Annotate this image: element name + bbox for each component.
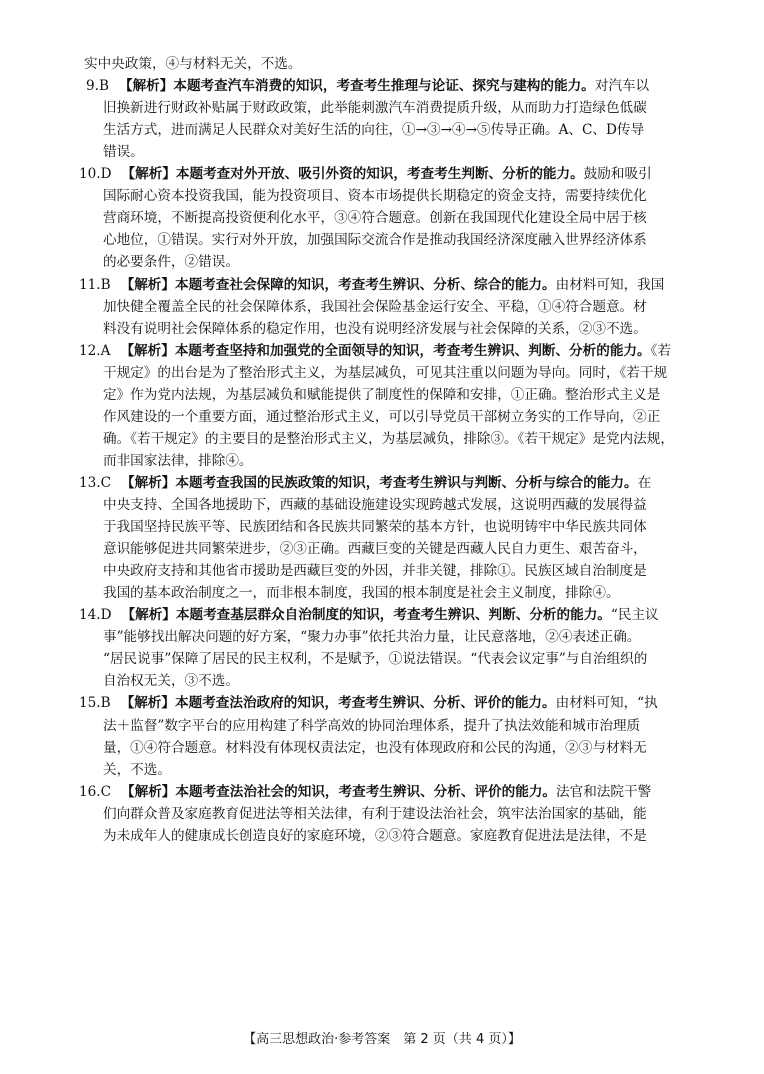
analysis-text: 在	[637, 474, 652, 491]
line-text: 我国的基本政治制度之一，而非根本制度，我国的根本制度是社会主义制度，排除④。	[103, 585, 620, 602]
line-text: 而非国家法律，排除④。	[103, 452, 253, 469]
question-answer-line	[79, 473, 651, 493]
analysis-lead: 本题考查对外开放、吸引外资的知识，考查考生判断、分析的能力。	[175, 166, 584, 183]
analysis-text: 对汽车以	[594, 78, 650, 95]
text-line	[103, 208, 647, 228]
question-answer-line	[79, 275, 664, 295]
text-line	[103, 627, 640, 647]
text-line	[103, 252, 239, 272]
line-text: 关，不选。	[103, 761, 171, 778]
analysis-tag: 【解析】	[120, 276, 175, 293]
text-line	[103, 539, 647, 559]
text-line	[103, 385, 660, 405]
question-answer-line	[79, 693, 658, 713]
text-line	[103, 649, 647, 669]
line-text: 确。《若干规定》的主要目的是整治形式主义，为基层减负，排除③。《若干规定》是党内法规，	[103, 430, 674, 447]
analysis-lead: 本题考查法治社会的知识，考查考生辨识、分析、评价的能力。	[175, 783, 557, 800]
answer-letter: D	[100, 166, 112, 183]
text-line	[103, 407, 660, 427]
analysis-tag: 【解析】	[121, 783, 176, 800]
analysis-lead: 本题考查我国的民族政策的知识，考查考生辨识与判断、分析与综合的能力。	[175, 474, 638, 491]
answer-letter: B	[98, 78, 109, 95]
line-text: 旧换新进行财政补贴属于财政政策，此举能刺激汽车消费提质升级，从而助力打造绿色低碳	[103, 100, 647, 117]
line-text: 事”能够找出解决问题的好方案，“聚力办事”依托共治力量，让民意落地，②④表述正确。	[103, 629, 641, 646]
line-text: 定》作为党内法规，为基层减负和赋能提供了制度性的保障和安排，①正确。整治形式主义是	[103, 386, 661, 403]
line-text: 生活方式，进而满足人民群众对美好生活的向往，①→③→④→⑤传导正确。A、C、D传导	[103, 122, 645, 139]
line-text: 为未成年人的健康成长创造良好的家庭环境，②③符合题意。家庭教育促进法是法律，不是	[103, 827, 647, 844]
text-line	[103, 429, 674, 449]
answer-letter: C	[100, 474, 112, 491]
text-line	[103, 671, 239, 691]
line-text: 法＋监督”数字平台的应用构建了科学高效的协同治理体系，提升了执法效能和城市治理质	[103, 717, 641, 734]
text-line	[103, 120, 644, 140]
answer-letter: B	[100, 695, 111, 712]
analysis-tag: 【解析】	[118, 78, 174, 95]
text-line	[103, 142, 144, 162]
line-text: 干规定》的出台是为了整治形式主义，为基层减负，可见其注重以问题为导向。同时，《若干规	[103, 364, 668, 381]
question-number: 11.	[79, 276, 101, 293]
question-number: 15.	[79, 695, 101, 712]
line-text: 加快健全覆盖全民的社会保障体系，我国社会保险基金运行安全、平稳，①④符合题意。材	[103, 298, 647, 315]
question-number: 14.	[79, 607, 101, 624]
page-footer: 【高三思想政治·参考答案 第 2 页（共 4 页）】	[243, 1032, 521, 1047]
text-line	[103, 804, 647, 824]
line-text: 中央支持、全国各地援助下，西藏的基础设施建设实现跨越式发展，这说明西藏的发展得益	[103, 497, 647, 513]
question-number: 13.	[79, 474, 101, 491]
line-text: 营商环境，不断提高投资便利化水平，③④符合题意。创新在我国现代化建设全局中居于核	[103, 210, 647, 227]
line-text: 实中央政策，④与材料无关，不选。	[84, 56, 302, 72]
text-line	[103, 230, 647, 250]
analysis-tag: 【解析】	[120, 695, 175, 712]
question-answer-line	[79, 341, 671, 361]
line-text: 错误。	[103, 144, 144, 161]
text-line	[103, 363, 667, 383]
text-line	[103, 297, 647, 317]
analysis-tag: 【解析】	[120, 342, 175, 359]
answer-letter: B	[100, 276, 111, 293]
analysis-lead: 本题考查法治政府的知识，考查考生辨识、分析、评价的能力。	[175, 695, 556, 712]
analysis-tag: 【解析】	[121, 166, 176, 183]
answer-letter: D	[100, 607, 112, 624]
line-text: 料没有说明社会保障体系的稳定作用，也没有说明经济发展与社会保障的关系，②③不选。	[103, 320, 647, 337]
analysis-text: “民主议	[610, 607, 659, 624]
question-answer-line	[79, 605, 659, 625]
text-line	[103, 451, 253, 471]
analysis-lead: 本题考查坚持和加强党的全面领导的知识，考查考生辨识、判断、分析的能力。	[174, 342, 651, 359]
text-line	[103, 583, 620, 603]
question-number: 9.	[86, 78, 99, 95]
line-text: “居民说事”保障了居民的民主权利，不是赋予，①说法错误。“代表会议定事”与自治组织的	[103, 651, 648, 668]
text-line	[103, 561, 647, 581]
answer-letter: A	[100, 342, 111, 359]
text-line	[103, 760, 171, 780]
analysis-tag: 【解析】	[121, 607, 176, 624]
analysis-lead: 本题考查汽车消费的知识，考查考生推理与论证、探究与建构的能力。	[173, 78, 595, 95]
text-line	[103, 98, 647, 118]
question-answer-line	[86, 76, 649, 96]
line-text: 作风建设的一个重要方面，通过整治形式主义，可以引导党员干部树立务实的工作导向，②正	[103, 408, 661, 425]
line-text: 意识能够促进共同繁荣进步，②③正确。西藏巨变的关键是西藏人民自力更生、艰苦奋斗，	[103, 541, 647, 558]
question-answer-line	[79, 164, 652, 184]
question-number: 16.	[79, 783, 101, 800]
analysis-tag: 【解析】	[121, 474, 176, 491]
text-line	[103, 716, 640, 736]
question-number: 10.	[79, 166, 101, 183]
analysis-text: 鼓励和吸引	[583, 166, 652, 183]
analysis-lead: 本题考查社会保障的知识，考查考生辨识、分析、综合的能力。	[175, 276, 556, 293]
line-text: 量，①④符合题意。材料没有体现权责法定，也没有体现政府和公民的沟通，②③与材料无	[103, 739, 647, 756]
answer-letter: C	[100, 783, 112, 800]
analysis-lead: 本题考查基层群众自治制度的知识，考查考生辨识、判断、分析的能力。	[175, 607, 611, 624]
analysis-text: 《若	[650, 342, 671, 359]
text-line	[103, 186, 647, 206]
text-line	[103, 319, 647, 339]
line-text: 心地位，①错误。实行对外开放，加强国际交流合作是推动我国经济深度融入世界经济体系	[103, 232, 647, 249]
analysis-text: 法官和法院干警	[556, 783, 652, 800]
line-text: 中央政府支持和其他省市援助是西藏巨变的外因，并非关键，排除①。民族区域自治制度是	[103, 563, 647, 580]
analysis-text: 由材料可知，“执	[555, 695, 658, 712]
text-line	[84, 54, 302, 74]
analysis-text: 由材料可知，我国	[555, 276, 665, 293]
line-text: 自治权无关，③不选。	[103, 673, 239, 690]
text-line	[103, 517, 647, 537]
line-text: 的必要条件，②错误。	[103, 254, 239, 271]
line-text: 于我国坚持民族平等、民族团结和各民族共同繁荣的基本方针，也说明铸牢中华民族共同体	[103, 519, 647, 536]
question-number: 12.	[79, 342, 101, 359]
text-line	[103, 738, 647, 758]
question-answer-line	[79, 782, 651, 802]
text-line	[103, 826, 647, 846]
line-text: 国际耐心资本投资我国，能为投资项目、资本市场提供长期稳定的资金支持，需要持续优化	[103, 188, 647, 205]
line-text: 们向群众普及家庭教育促进法等相关法律，有利于建设法治社会，筑牢法治国家的基础，能	[103, 805, 647, 822]
text-line	[103, 495, 647, 515]
